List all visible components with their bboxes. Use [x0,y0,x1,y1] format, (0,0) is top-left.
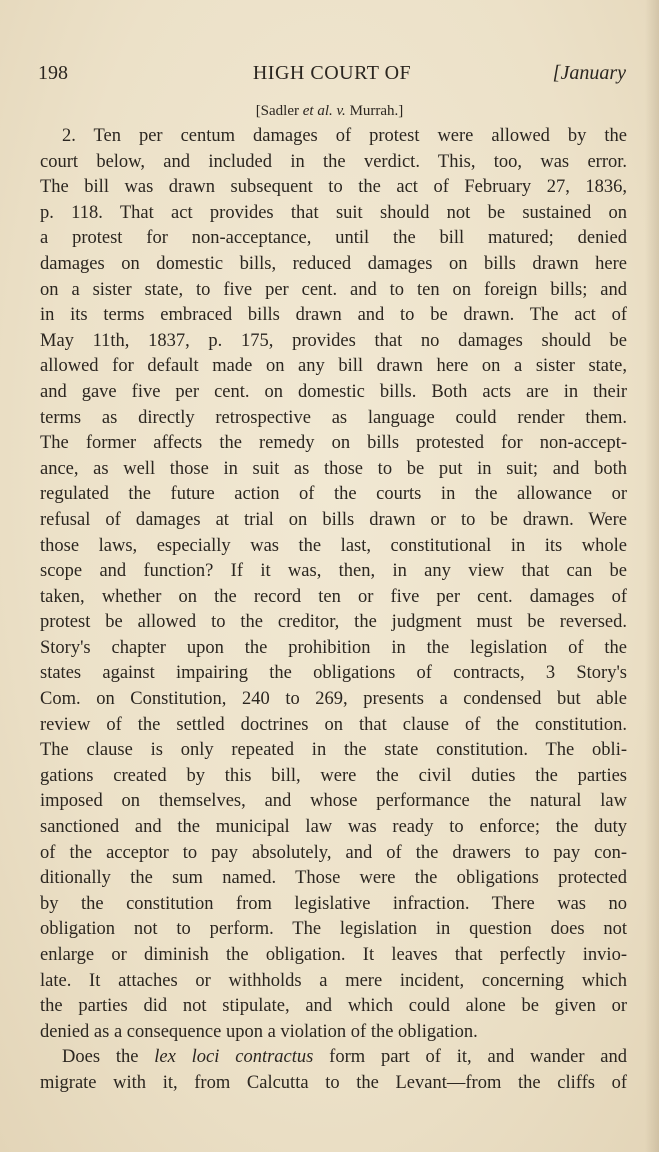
text-line: terms as directly retrospective as language could render them. [40,407,627,428]
text-line: scope and function? If it was, then, in any view that can be [40,561,627,582]
page-number: 198 [38,62,68,84]
running-date: [January [552,62,626,84]
text-line: Story's chapter upon the prohibition in the legislation of the [40,637,627,658]
body-text [40,124,627,1097]
text-line: p. 118. That act provides that suit should not be sustained on [40,202,627,223]
text-line: review of the settled doctrines on that clause of the constitution. [40,714,627,735]
case-caption-open: [Sadler [255,103,303,119]
text-line-paragraph-start [40,1045,627,1071]
text-line: the parties did not stipulate, and which could alone be given or [40,996,627,1017]
text-line: obligation not to perform. The legislation in question does not [40,919,627,940]
case-caption [0,100,659,122]
case-caption-v: v. [336,103,346,119]
case-caption-et-al: et al. [302,103,333,119]
text-line: sanctioned and the municipal law was ready to enforce; the duty [40,817,627,838]
text-line: The bill was drawn subsequent to the act of February 27, 1836, [40,177,627,198]
text-line: and gave five per cent. on domestic bills. Both acts are in their [40,381,627,402]
text-line: 2. Ten per centum damages of protest were allowed by the [62,126,627,146]
text-line: ditionally the sum named. Those were the obligations protected [40,868,627,889]
text-line: The clause is only repeated in the state constitution. The obli- [40,740,627,761]
text-line: The former affects the remedy on bills protested for non-accept- [40,433,627,454]
text-line: gations created by this bill, were the civil duties the parties [40,765,627,786]
text-line: those laws, especially was the last, constitutional in its whole [40,535,627,556]
text-line: by the constitution from legislative infraction. There was no [40,893,627,914]
running-title: HIGH COURT OF [252,62,412,84]
page-edge-shadow [645,0,659,1152]
last-para-end: form part of it, and wander and [313,1047,627,1068]
text-line: imposed on themselves, and whose performance the natural law [40,791,627,812]
text-line-paragraph-end: denied as a consequence upon a violation of the obligation. [40,1021,478,1042]
text-line: May 11th, 1837, p. 175, provides that no damages should be [40,330,627,351]
text-line: regulated the future action of the courts in the allowance or [40,484,627,505]
text-line-final: migrate with it, from Calcutta to the Levant—from the cliffs of [40,1072,627,1093]
text-line: a protest for non-acceptance, until the bill matured; denied [40,228,627,249]
latin-phrase: lex loci contractus [154,1047,314,1068]
text-line: taken, whether on the record ten or five per cent. damages of [40,586,627,607]
last-para-start: Does the [62,1047,155,1068]
text-line: damages on domestic bills, reduced damages on bills drawn here [40,253,627,274]
text-line: states against impairing the obligations of contracts, 3 Story's [40,663,627,684]
text-line: allowed for default made on any bill drawn here on a sister state, [40,356,627,377]
text-line: protest be allowed to the creditor, the judgment must be reversed. [40,612,627,633]
text-line: enlarge or diminish the obligation. It leaves that perfectly invio- [40,945,627,965]
case-caption-close: Murrah.] [345,103,404,119]
text-line: late. It attaches or withholds a mere incident, concerning which [40,970,627,991]
text-line: ance, as well those in suit as those to be put in suit; and both [40,458,627,479]
text-line: in its terms embraced bills drawn and to be drawn. The act of [40,305,627,326]
text-line: refusal of damages at trial on bills drawn or to be drawn. Were [40,509,627,530]
text-line: on a sister state, to five per cent. and to ten on foreign bills; and [40,279,627,300]
text-line: court below, and included in the verdict. This, too, was error. [40,151,627,172]
running-header [38,58,626,88]
text-line: of the acceptor to pay absolutely, and of the drawers to pay con- [40,842,627,863]
text-line: Com. on Constitution, 240 to 269, presents a condensed but able [40,689,627,710]
